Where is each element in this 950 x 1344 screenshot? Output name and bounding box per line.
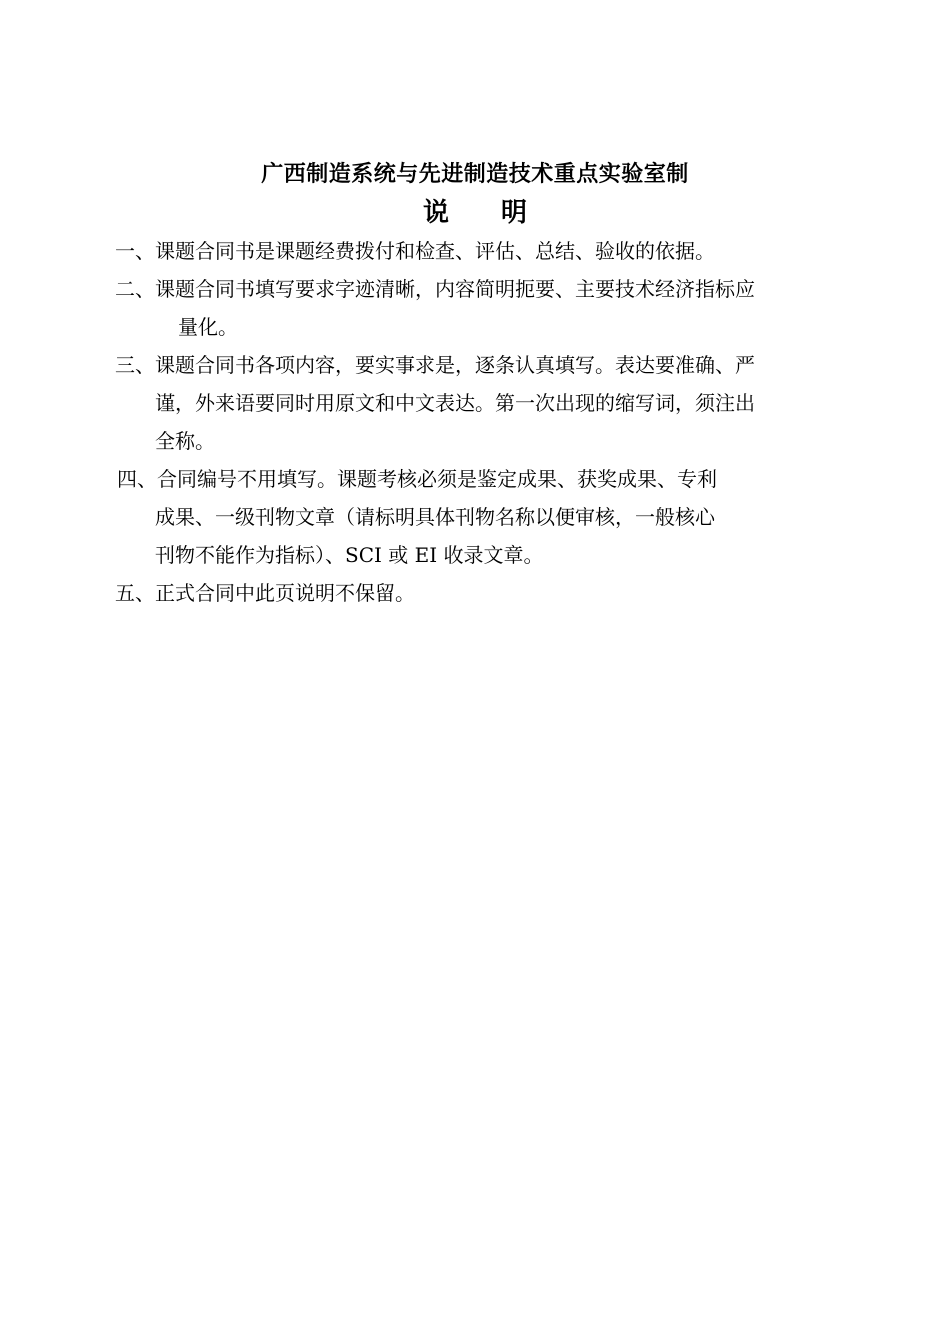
organization-title: 广西制造系统与先进制造技术重点实验室制: [261, 161, 689, 187]
page-title: [0, 194, 950, 232]
instruction-line: 五、正式合同中此页说明不保留。: [115, 581, 415, 605]
instruction-item-3: [115, 346, 840, 460]
instruction-item-5: [115, 574, 840, 612]
instruction-list: [115, 232, 840, 612]
instruction-line: 全称。: [155, 429, 215, 453]
instruction-line: 成果、一级刊物文章（请标明具体刊物名称以便审核，一般核心: [155, 505, 715, 529]
instruction-line: 刊物不能作为指标）、SCI 或 EI 收录文章。: [155, 543, 544, 567]
page-title-left: 说: [422, 198, 449, 228]
instruction-line: 一、课题合同书是课题经费拨付和检查、评估、总结、验收的依据。: [115, 239, 715, 263]
instruction-line: 量化。: [178, 315, 238, 339]
instruction-line: 二、课题合同书填写要求字迹清晰，内容简明扼要、主要技术经济指标应: [115, 277, 755, 301]
instruction-item-1: [115, 232, 840, 270]
instruction-line: 三、课题合同书各项内容，要实事求是，逐条认真填写。表达要准确、严: [115, 353, 755, 377]
instruction-line: 四、合同编号不用填写。课题考核必须是鉴定成果、获奖成果、专利: [117, 467, 717, 491]
instruction-item-2: [115, 270, 840, 346]
instruction-line: 谨，外来语要同时用原文和中文表达。第一次出现的缩写词，须注出: [155, 391, 755, 415]
page-title-right: 明: [501, 198, 528, 228]
instruction-item-4: [115, 460, 840, 574]
